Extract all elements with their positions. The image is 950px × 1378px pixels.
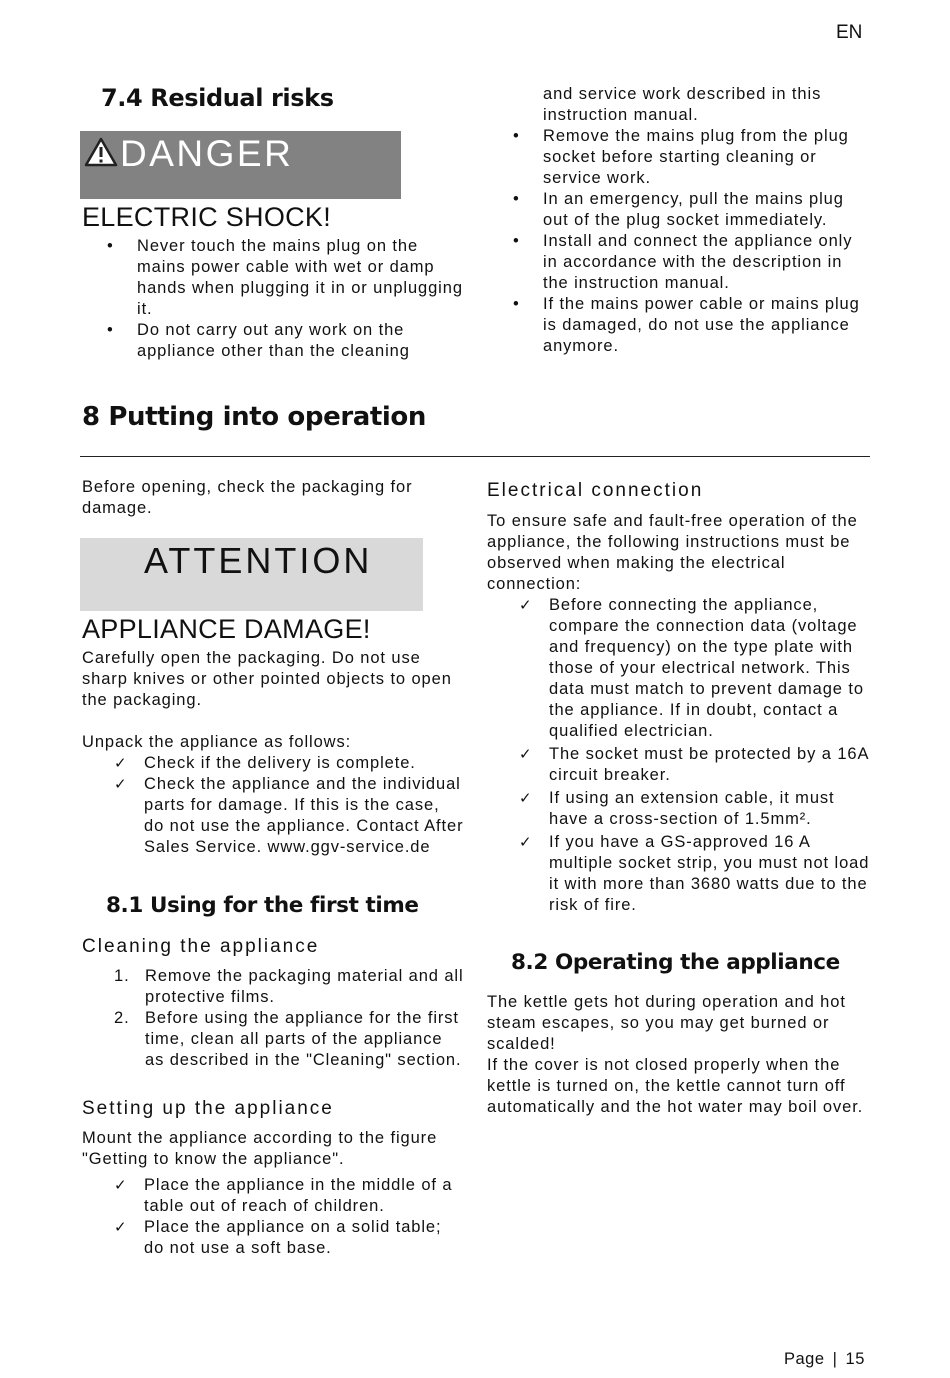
step-number: 2. [114, 1009, 130, 1027]
electrical-connection-intro: To ensure safe and fault-free operation of the appliance, the following instructions must be observed when making the electrical connection: [487, 512, 858, 593]
list-item: • If the mains power cable or mains plug is damaged, do not use the appliance anymore. [543, 294, 868, 357]
operating-warning-text: The kettle gets hot during operation and hot steam escapes, so you may get burned or scalded! [487, 993, 846, 1053]
list-item: ✓ Place the appliance on a solid table; do not use a soft base. [144, 1217, 464, 1259]
unpack-intro: Unpack the appliance as follows: [82, 733, 352, 751]
danger-label: DANGER [120, 133, 294, 174]
page-number: 15 [845, 1350, 865, 1368]
list-item: ✓ If you have a GS-approved 16 A multiple socket strip, you must not load it with more than 3680 watts due to the risk of fire. [549, 832, 870, 916]
list-item: ✓ Check the appliance and the individual parts for damage. If this is the case, do not use the appliance. Contact After Sales Service. www.ggv-service.de [144, 774, 464, 858]
warning-triangle-icon [84, 137, 118, 167]
attention-label: ATTENTION [144, 540, 373, 581]
appliance-damage-title: APPLIANCE DAMAGE! [82, 614, 371, 644]
residual-risk-continuation: and service work described in this instruction manual. [543, 85, 822, 124]
setup-title: Setting up the appliance [82, 1098, 334, 1119]
cleaning-title: Cleaning the appliance [82, 936, 320, 957]
residual-risk-list-right [543, 126, 868, 357]
page-separator: | [832, 1350, 838, 1368]
step-number: 1. [114, 967, 130, 985]
list-item: ✓ Check if the delivery is complete. [144, 753, 464, 774]
list-item: ✓ If using an extension cable, it must have a cross-section of 1.5mm². [549, 788, 870, 830]
list-item: • In an emergency, pull the mains plug out of the plug socket immediately. [543, 189, 868, 231]
list-item: ✓ The socket must be protected by a 16A circuit breaker. [549, 744, 870, 786]
list-item: • Install and connect the appliance only in accordance with the description in the instruction manual. [543, 231, 868, 294]
language-code: EN [836, 22, 863, 43]
section-heading-first-time: 8.1 Using for the first time [106, 893, 419, 918]
section-heading-operating: 8.2 Operating the appliance [511, 950, 840, 975]
list-item: ✓ Before connecting the appliance, compare the connection data (voltage and frequency) on the type plate with those of your electrical network. This data must match to prevent damage to the appliance. If in doubt, contact a qualified electrician. [549, 595, 870, 742]
list-item: • Do not carry out any work on the appliance other than the cleaning [137, 320, 467, 362]
list-item: ✓ Place the appliance in the middle of a table out of reach of children. [144, 1175, 464, 1217]
setup-checklist [144, 1175, 464, 1259]
electrical-connection-title: Electrical connection [487, 480, 704, 501]
setup-text: Mount the appliance according to the figure "Getting to know the appliance". [82, 1129, 438, 1168]
electric-shock-title: ELECTRIC SHOCK! [82, 202, 332, 232]
step-text: Before using the appliance for the first time, clean all parts of the appliance as described in the "Cleaning" section. [145, 1009, 462, 1069]
electrical-checklist [549, 595, 870, 916]
cleaning-steps [114, 966, 465, 1071]
page-label: Page [784, 1350, 825, 1368]
attention-banner [80, 538, 423, 611]
list-item [114, 966, 465, 1008]
residual-risk-list-left [137, 236, 467, 362]
list-item: • Remove the mains plug from the plug socket before starting cleaning or service work. [543, 126, 868, 189]
appliance-damage-text: Carefully open the packaging. Do not use sharp knives or other pointed objects to open the packaging. [82, 649, 452, 709]
danger-banner [80, 131, 401, 199]
list-item: • Never touch the mains plug on the mains power cable with wet or damp hands when plugging it in or unplugging it. [137, 236, 467, 320]
section-divider [80, 456, 870, 457]
unpack-checklist [144, 753, 464, 858]
section-heading-putting-into-operation: 8 Putting into operation [82, 402, 427, 432]
step-text: Remove the packaging material and all protective films. [145, 967, 464, 1006]
operating-cover-text: If the cover is not closed properly when the kettle is turned on, the kettle cannot turn off automatically and the hot water may boil over. [487, 1056, 864, 1116]
section-heading-residual-risks: 7.4 Residual risks [101, 84, 334, 112]
list-item [114, 1008, 465, 1071]
page-footer [784, 1350, 865, 1369]
packaging-check-text: Before opening, check the packaging for damage. [82, 478, 413, 517]
